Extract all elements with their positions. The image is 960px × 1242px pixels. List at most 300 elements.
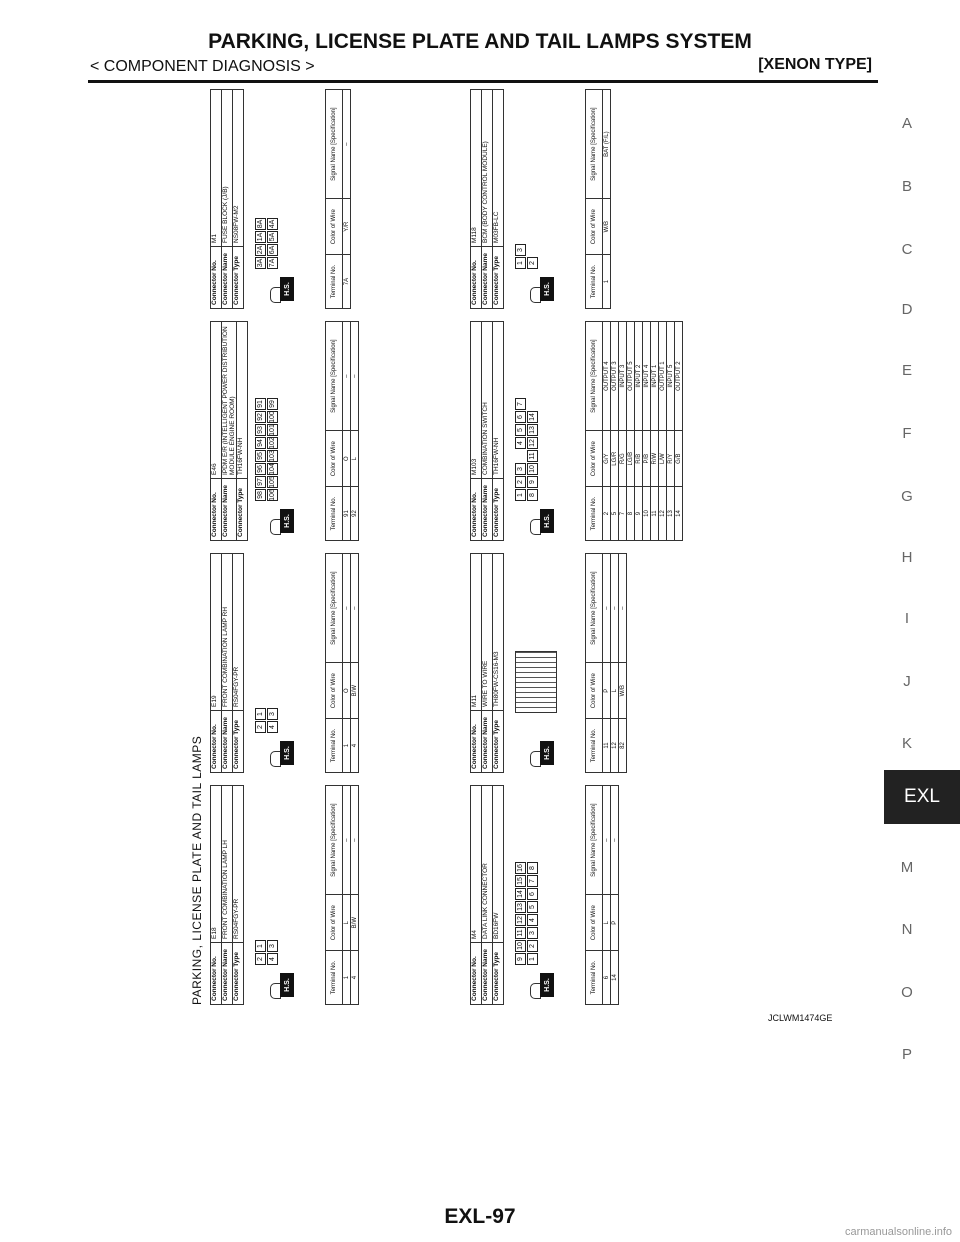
- info-value: M118: [471, 90, 482, 247]
- wire-color-header: Color of Wire: [326, 663, 343, 719]
- info-value: NS08FW-M2: [233, 90, 244, 247]
- terminal-no-header: Terminal No.: [586, 255, 603, 309]
- terminal-row: [635, 322, 643, 541]
- hs-label: H.S.: [540, 509, 554, 533]
- connector-pin: 8: [527, 489, 538, 501]
- info-value: E19: [211, 554, 222, 711]
- connector-pin: 102: [269, 437, 276, 449]
- terminal-no: 14: [675, 487, 683, 541]
- index-letter: G: [901, 488, 913, 505]
- wire-color: R/Y: [667, 431, 675, 487]
- info-row: [471, 554, 482, 773]
- connector-pin: 6: [527, 888, 538, 900]
- wire-color: W/B: [603, 199, 611, 255]
- signal-name: –: [351, 786, 359, 895]
- info-label: Connector Type: [493, 479, 504, 541]
- terminal-row: [343, 90, 351, 309]
- signal-name-header: Signal Name [Specification]: [326, 90, 343, 199]
- info-label: Connector No.: [211, 479, 222, 541]
- info-row: [222, 786, 233, 1005]
- signal-name: OUTPUT 5: [627, 322, 635, 431]
- terminal-row: [603, 786, 611, 1005]
- info-label: Connector No.: [471, 711, 482, 773]
- connector-panel: [470, 553, 670, 773]
- connector-pin: 4: [267, 953, 278, 965]
- info-row: [211, 786, 222, 1005]
- info-value: BCM (BODY CONTROL MODULE): [482, 90, 493, 247]
- signal-name: –: [611, 554, 619, 663]
- index-letter: I: [904, 610, 910, 627]
- hs-icon: [530, 277, 558, 303]
- info-row: [237, 322, 248, 541]
- section-subtitle: < COMPONENT DIAGNOSIS >: [90, 58, 315, 75]
- connector-pin: 99: [267, 398, 278, 410]
- connector-pin: 101: [269, 424, 276, 436]
- wire-color: R/G: [619, 431, 627, 487]
- connector-info-table: [210, 553, 244, 773]
- connector-info-table: [210, 321, 248, 541]
- info-row: [211, 554, 222, 773]
- info-value: BD16FW: [493, 786, 504, 943]
- info-label: Connector No.: [211, 247, 222, 309]
- connector-pin: 3: [267, 940, 278, 952]
- wire-color: R/W: [651, 431, 659, 487]
- terminal-row: [611, 786, 619, 1005]
- connector-pin: 3: [515, 463, 526, 475]
- index-letter: C: [901, 241, 913, 258]
- info-value: COMBINATION SWITCH: [482, 322, 493, 479]
- index-tab-active: EXL: [884, 770, 960, 824]
- terminal-row: [343, 786, 351, 1005]
- info-row: [482, 554, 493, 773]
- signal-name: OUTPUT 4: [603, 322, 611, 431]
- connector-panel: [210, 553, 410, 773]
- terminal-no: 1: [343, 719, 351, 773]
- connector-pin: 91: [255, 398, 266, 410]
- connector-pin: 104: [269, 463, 276, 475]
- signal-name: INPUT 1: [651, 322, 659, 431]
- connector-pin: 92: [255, 411, 266, 423]
- index-letter: E: [901, 362, 912, 379]
- terminal-no-header: Terminal No.: [326, 719, 343, 773]
- info-row: [493, 90, 504, 309]
- terminal-no-header: Terminal No.: [326, 487, 343, 541]
- terminal-row: [611, 554, 619, 773]
- terminal-table: [585, 89, 611, 309]
- info-label: Connector Name: [222, 943, 233, 1005]
- connector-pin: 5: [515, 424, 526, 436]
- terminal-no: 2: [603, 487, 611, 541]
- terminal-table: [325, 321, 359, 541]
- info-label: Connector Name: [482, 479, 493, 541]
- info-value: FRONT COMBINATION LAMP RH: [222, 554, 233, 711]
- connector-pin: 8: [527, 862, 538, 874]
- connector-block-icon: [515, 651, 557, 713]
- terminal-row: [643, 322, 651, 541]
- connector-pin: 14: [527, 411, 538, 423]
- connector-panel: [210, 785, 410, 1005]
- index-letter: K: [901, 735, 912, 752]
- terminal-header: [586, 322, 603, 541]
- terminal-row: [343, 322, 351, 541]
- terminal-no: 7A: [343, 255, 351, 309]
- wire-color-header: Color of Wire: [586, 199, 603, 255]
- info-row: [222, 322, 237, 541]
- connector-pin: 4: [527, 914, 538, 926]
- info-row: [233, 554, 244, 773]
- signal-name-header: Signal Name [Specification]: [586, 786, 603, 895]
- index-letter: O: [901, 984, 913, 1001]
- header-rule: [88, 80, 878, 83]
- wire-color-header: Color of Wire: [326, 895, 343, 951]
- connector-pin: 95: [255, 450, 266, 462]
- info-label: Connector No.: [471, 247, 482, 309]
- signal-name-header: Signal Name [Specification]: [326, 554, 343, 663]
- connector-info-table: [470, 321, 504, 541]
- wire-color-header: Color of Wire: [326, 199, 343, 255]
- signal-name: –: [611, 786, 619, 895]
- info-value: TH80FW-CS16-M3: [493, 554, 504, 711]
- connector-pin: 7: [527, 875, 538, 887]
- page-title: PARKING, LICENSE PLATE AND TAIL LAMPS SYSTEM: [208, 30, 752, 53]
- connector-pin: 7: [515, 398, 526, 410]
- signal-name: –: [343, 322, 351, 431]
- connector-panel: [470, 785, 670, 1005]
- info-label: Connector Name: [222, 479, 237, 541]
- index-letter: N: [901, 921, 913, 938]
- terminal-row: [351, 322, 359, 541]
- info-value: DATA LINK CONNECTOR: [482, 786, 493, 943]
- signal-name: –: [343, 554, 351, 663]
- signal-name-header: Signal Name [Specification]: [326, 786, 343, 895]
- hs-label: H.S.: [540, 973, 554, 997]
- terminal-row: [611, 322, 619, 541]
- terminal-no: 6: [603, 951, 611, 1005]
- terminal-no: 9: [635, 487, 643, 541]
- wire-color: L: [343, 895, 351, 951]
- connector-pin: 12: [527, 437, 538, 449]
- signal-name: INPUT 2: [635, 322, 643, 431]
- connector-pin: 1: [515, 257, 526, 269]
- connector-pin: 2: [255, 721, 266, 733]
- terminal-header: [586, 90, 603, 309]
- info-label: Connector Name: [222, 711, 233, 773]
- terminal-no-header: Terminal No.: [326, 951, 343, 1005]
- terminal-no-header: Terminal No.: [586, 951, 603, 1005]
- connector-pin: 3: [527, 927, 538, 939]
- wire-color: O: [343, 431, 351, 487]
- connector-pin: 11: [527, 450, 538, 462]
- info-value: E18: [211, 786, 222, 943]
- info-value: RS04FGY-PR: [233, 554, 244, 711]
- hs-icon: [530, 509, 558, 535]
- connector-pin: 15: [515, 875, 526, 887]
- connector-pin: 14: [515, 888, 526, 900]
- wire-color: P/B: [643, 431, 651, 487]
- info-row: [222, 90, 233, 309]
- hs-label: H.S.: [280, 509, 294, 533]
- terminal-row: [627, 322, 635, 541]
- info-label: Connector Type: [233, 711, 244, 773]
- connector-pin: 96: [255, 463, 266, 475]
- connector-pin: 3A: [257, 258, 264, 268]
- terminal-no-header: Terminal No.: [586, 487, 603, 541]
- terminal-no: 4: [351, 951, 359, 1005]
- terminal-row: [603, 90, 611, 309]
- hs-icon: [270, 277, 298, 303]
- info-row: [471, 786, 482, 1005]
- hs-label: H.S.: [540, 741, 554, 765]
- terminal-no: 11: [603, 719, 611, 773]
- wire-color: L: [351, 431, 359, 487]
- terminal-no: 13: [667, 487, 675, 541]
- wire-color-header: Color of Wire: [586, 895, 603, 951]
- connector-pin: 2: [255, 953, 266, 965]
- terminal-table: [325, 553, 359, 773]
- terminal-no: 12: [659, 487, 667, 541]
- info-label: Connector Type: [493, 711, 504, 773]
- connector-pin: 9: [527, 476, 538, 488]
- signal-name-header: Signal Name [Specification]: [586, 90, 603, 199]
- hs-icon: [270, 973, 298, 999]
- terminal-table: [325, 785, 359, 1005]
- index-letter: F: [902, 425, 912, 442]
- info-value: M1: [211, 90, 222, 247]
- terminal-row: [343, 554, 351, 773]
- info-row: [493, 554, 504, 773]
- hs-icon: [270, 741, 298, 767]
- info-value: IPDM E/R (INTELLIGENT POWER DISTRIBUTION MODULE ENGINE ROOM): [222, 322, 237, 479]
- connector-info-table: [210, 785, 244, 1005]
- info-label: Connector Type: [493, 943, 504, 1005]
- terminal-no: 7: [619, 487, 627, 541]
- signal-name: INPUT 5: [667, 322, 675, 431]
- info-label: Connector Name: [482, 711, 493, 773]
- signal-name: INPUT 3: [619, 322, 627, 431]
- figure-title: PARKING, LICENSE PLATE AND TAIL LAMPS: [190, 735, 204, 1005]
- connector-pin: 16: [515, 862, 526, 874]
- info-label: Connector Name: [482, 247, 493, 309]
- info-label: Connector No.: [471, 943, 482, 1005]
- info-value: M4: [471, 786, 482, 943]
- wire-color: O: [343, 663, 351, 719]
- terminal-row: [667, 322, 675, 541]
- connector-panel: [470, 89, 670, 309]
- connector-pin: 3: [267, 708, 278, 720]
- index-letter: M: [900, 859, 914, 876]
- connector-pin: 13: [515, 901, 526, 913]
- connector-diagram: [190, 105, 682, 1005]
- terminal-table: [585, 321, 683, 541]
- terminal-table: [585, 785, 619, 1005]
- info-row: [222, 554, 233, 773]
- connector-pin: 97: [255, 476, 266, 488]
- terminal-header: [326, 90, 343, 309]
- terminal-row: [619, 554, 627, 773]
- terminal-row: [619, 322, 627, 541]
- signal-name: –: [351, 322, 359, 431]
- wire-color: G/Y: [603, 431, 611, 487]
- index-letter: D: [901, 301, 913, 318]
- wire-color: L: [611, 663, 619, 719]
- connector-pin: 2: [527, 940, 538, 952]
- info-row: [211, 322, 222, 541]
- connector-pin: 106: [269, 489, 276, 501]
- terminal-no: 92: [351, 487, 359, 541]
- terminal-no: 82: [619, 719, 627, 773]
- index-letter: J: [903, 673, 911, 690]
- connector-info-table: [470, 89, 504, 309]
- wire-color: L: [603, 895, 611, 951]
- info-value: TH16FW-NH: [493, 322, 504, 479]
- connector-pin: 4A: [269, 219, 276, 229]
- signal-name: OUTPUT 3: [611, 322, 619, 431]
- hs-label: H.S.: [280, 277, 294, 301]
- connector-pin: 2A: [257, 245, 264, 255]
- terminal-header: [586, 786, 603, 1005]
- wire-color: Y/R: [343, 199, 351, 255]
- terminal-no: 12: [611, 719, 619, 773]
- connector-pin: 4: [515, 437, 526, 449]
- terminal-row: [351, 786, 359, 1005]
- connector-pin: 5: [527, 901, 538, 913]
- connector-pin: 6A: [269, 245, 276, 255]
- hs-label: H.S.: [540, 277, 554, 301]
- wire-color: P: [611, 895, 619, 951]
- connector-pin: 1: [515, 489, 526, 501]
- figure-id: JCLWM1474GE: [768, 1013, 833, 1023]
- info-value: E46: [211, 322, 222, 479]
- info-value: TH16FW-NH: [237, 322, 248, 479]
- signal-name: –: [603, 786, 611, 895]
- info-value: M11: [471, 554, 482, 711]
- connector-pin: 4: [267, 721, 278, 733]
- connector-pin: 93: [255, 424, 266, 436]
- terminal-no: 91: [343, 487, 351, 541]
- wire-color: LG/B: [627, 431, 635, 487]
- info-label: Connector No.: [471, 479, 482, 541]
- wire-color: R/B: [635, 431, 643, 487]
- connector-pin: 8A: [257, 219, 264, 229]
- terminal-no: 11: [651, 487, 659, 541]
- info-value: FRONT COMBINATION LAMP LH: [222, 786, 233, 943]
- terminal-header: [586, 554, 603, 773]
- wire-color: B/W: [351, 895, 359, 951]
- info-row: [471, 90, 482, 309]
- watermark: carmanualsonline.info: [844, 1226, 952, 1238]
- connector-pin: 2: [527, 257, 538, 269]
- info-row: [482, 90, 493, 309]
- info-label: Connector Name: [222, 247, 233, 309]
- page-number: EXL-97: [444, 1205, 516, 1228]
- connector-pin: 2: [515, 476, 526, 488]
- info-row: [233, 786, 244, 1005]
- wire-color-header: Color of Wire: [586, 431, 603, 487]
- connector-pin: 98: [255, 489, 266, 501]
- signal-name: OUTPUT 2: [675, 322, 683, 431]
- terminal-header: [326, 786, 343, 1005]
- info-row: [482, 322, 493, 541]
- signal-name-header: Signal Name [Specification]: [586, 554, 603, 663]
- terminal-row: [675, 322, 683, 541]
- connector-pin: 1A: [257, 232, 264, 242]
- signal-name: INPUT 4: [643, 322, 651, 431]
- signal-name: OUTPUT 1: [659, 322, 667, 431]
- connector-pin: 13: [527, 424, 538, 436]
- connector-pin: 5A: [269, 232, 276, 242]
- terminal-table: [585, 553, 627, 773]
- hs-label: H.S.: [280, 973, 294, 997]
- index-letter: P: [901, 1046, 912, 1063]
- connector-pin: 94: [255, 437, 266, 449]
- connector-info-table: [210, 89, 244, 309]
- info-label: Connector Type: [233, 247, 244, 309]
- signal-name-header: Signal Name [Specification]: [586, 322, 603, 431]
- info-row: [471, 322, 482, 541]
- wire-color-header: Color of Wire: [586, 663, 603, 719]
- info-value: M103: [471, 322, 482, 479]
- info-row: [233, 90, 244, 309]
- terminal-row: [603, 322, 611, 541]
- connector-panel: [210, 321, 410, 541]
- wire-color: P: [603, 663, 611, 719]
- info-label: Connector No.: [211, 943, 222, 1005]
- signal-name: –: [343, 90, 351, 199]
- hs-label: H.S.: [280, 741, 294, 765]
- connector-pin: 12: [515, 914, 526, 926]
- terminal-header: [326, 554, 343, 773]
- terminal-row: [659, 322, 667, 541]
- terminal-row: [603, 554, 611, 773]
- info-label: Connector No.: [211, 711, 222, 773]
- signal-name: BAT (F/L): [603, 90, 611, 199]
- terminal-no: 14: [611, 951, 619, 1005]
- info-label: Connector Type: [493, 247, 504, 309]
- connector-panel: [470, 321, 682, 541]
- section-type: [XENON TYPE]: [758, 56, 872, 73]
- wire-color: L/W: [659, 431, 667, 487]
- terminal-no-header: Terminal No.: [586, 719, 603, 773]
- index-letter: B: [901, 178, 912, 195]
- terminal-header: [326, 322, 343, 541]
- connector-pin: 6: [515, 411, 526, 423]
- connector-pin: 1: [255, 940, 266, 952]
- terminal-no: 1: [343, 951, 351, 1005]
- info-row: [482, 786, 493, 1005]
- wire-color: B/W: [351, 663, 359, 719]
- terminal-no: 1: [603, 255, 611, 309]
- connector-info-table: [470, 785, 504, 1005]
- index-letter: H: [901, 549, 913, 566]
- terminal-no: 4: [351, 719, 359, 773]
- terminal-no-header: Terminal No.: [326, 255, 343, 309]
- connector-pin: 7A: [269, 258, 276, 268]
- wire-color-header: Color of Wire: [326, 431, 343, 487]
- terminal-table: [325, 89, 351, 309]
- wire-color: G/B: [675, 431, 683, 487]
- connector-pin: 1: [527, 953, 538, 965]
- terminal-no: 5: [611, 487, 619, 541]
- info-row: [493, 322, 504, 541]
- info-label: Connector Name: [482, 943, 493, 1005]
- hs-icon: [530, 741, 558, 767]
- connector-pin: 105: [269, 476, 276, 488]
- connector-pin: 10: [515, 940, 526, 952]
- info-row: [493, 786, 504, 1005]
- info-label: Connector Type: [237, 479, 248, 541]
- terminal-no: 10: [643, 487, 651, 541]
- terminal-row: [651, 322, 659, 541]
